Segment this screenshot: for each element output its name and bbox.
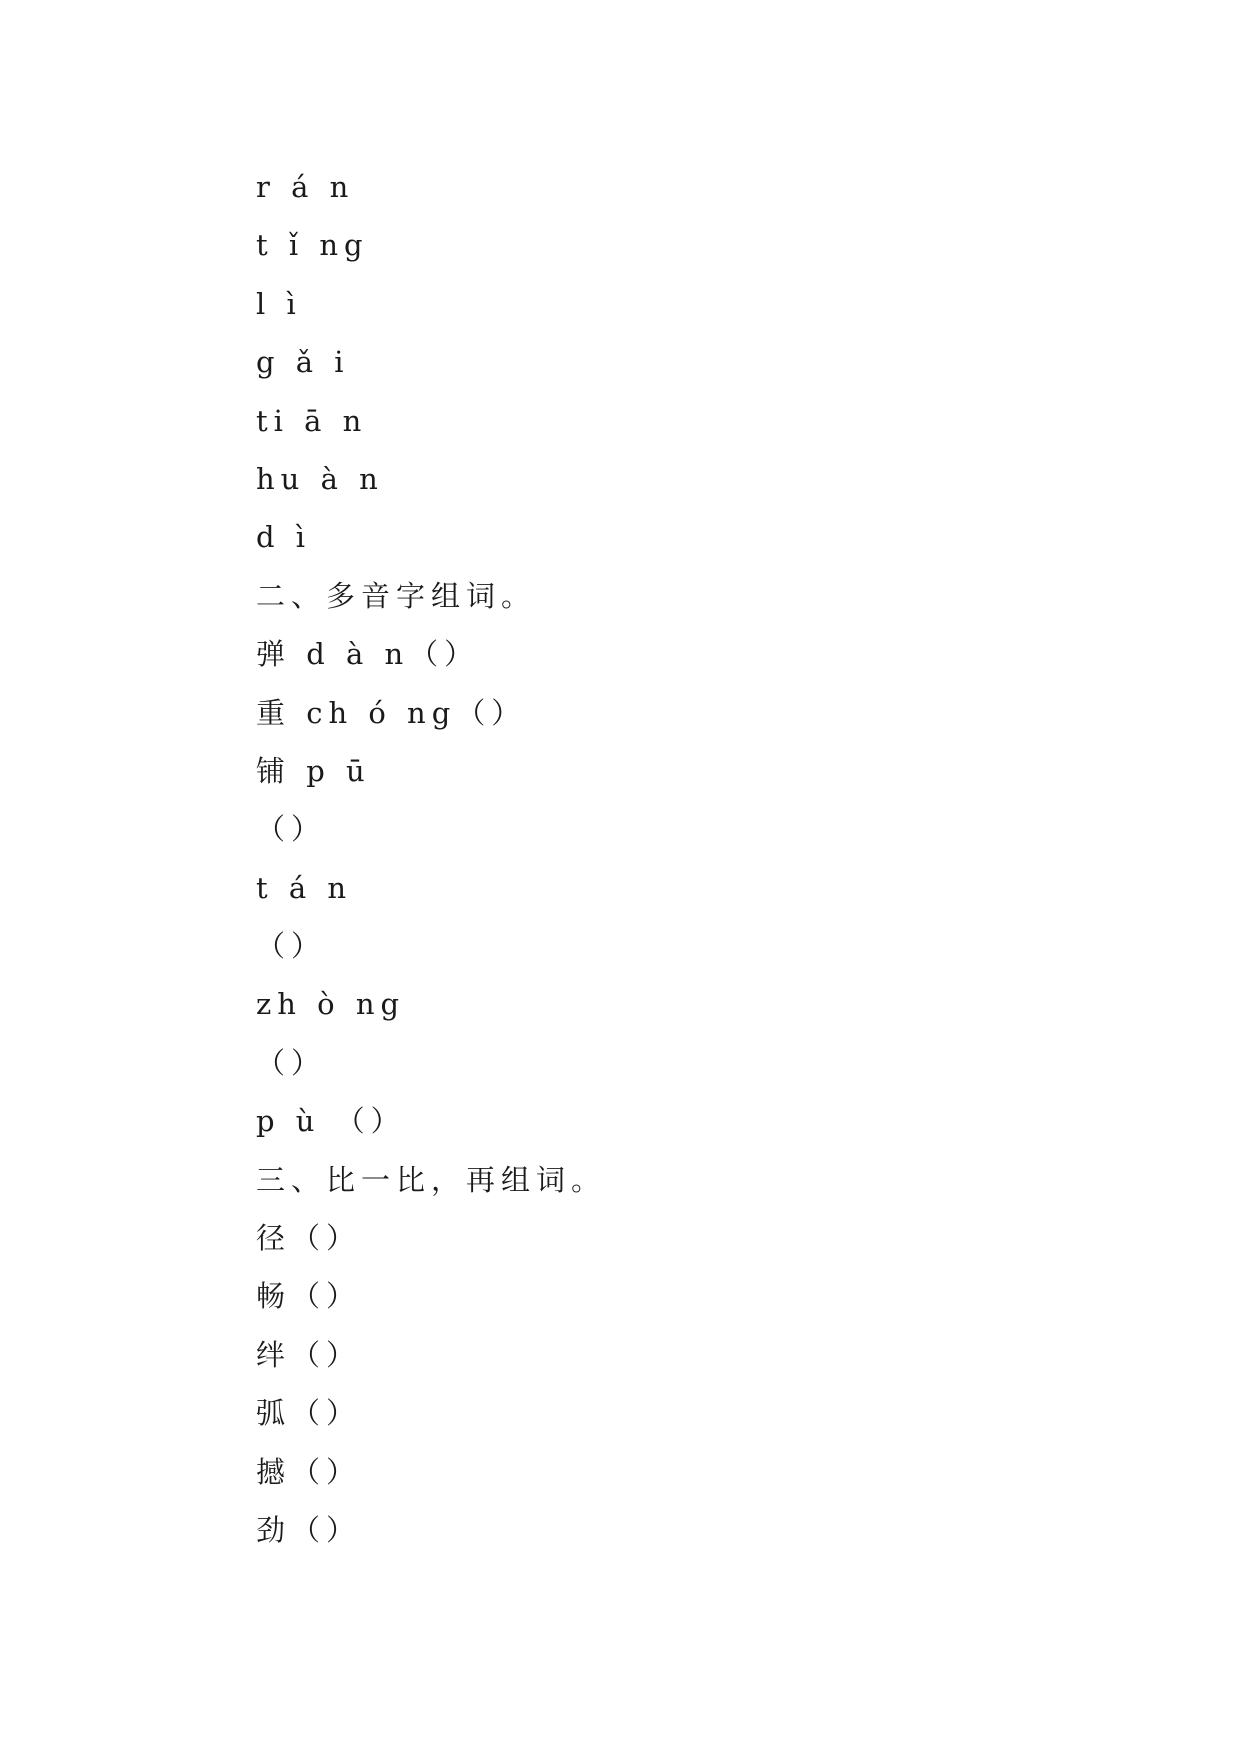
exercise-line-dan: 弹 d à n（） xyxy=(256,637,480,672)
pinyin-line-di: d ì xyxy=(256,520,312,555)
answer-blank: （） xyxy=(256,812,327,847)
pinyin-line-ting: t ǐ ng xyxy=(256,228,369,263)
section-heading-polyphonic: 二、多音字组词。 xyxy=(256,578,537,613)
compare-line-hu: 弧（） xyxy=(256,1396,362,1431)
answer-blank: （） xyxy=(256,1045,327,1080)
answer-blank: （） xyxy=(256,929,327,964)
compare-line-ban: 绊（） xyxy=(256,1337,362,1372)
document-page xyxy=(256,158,1156,1559)
pinyin-line-li: l ì xyxy=(256,286,302,321)
compare-line-han: 撼（） xyxy=(256,1454,362,1489)
pinyin-line-tian: ti ā n xyxy=(256,403,368,438)
exercise-line-pu: 铺 p ū xyxy=(256,753,371,788)
pinyin-line-ran: r á n xyxy=(256,170,355,204)
section-heading-compare: 三、比一比，再组词。 xyxy=(256,1162,607,1197)
compare-line-jing: 径（） xyxy=(256,1221,362,1256)
exercise-line-zhong: zh ò ng xyxy=(256,987,406,1022)
exercise-line-pu-4: p ù （） xyxy=(256,1104,406,1139)
compare-line-chang: 畅（） xyxy=(256,1279,362,1314)
exercise-line-chong: 重 ch ó ng（） xyxy=(256,695,527,730)
pinyin-line-gai: g ǎ i xyxy=(256,345,350,380)
compare-line-jin: 劲（） xyxy=(256,1512,362,1547)
exercise-line-tan: t á n xyxy=(256,870,353,905)
pinyin-line-huan: hu à n xyxy=(256,461,384,496)
